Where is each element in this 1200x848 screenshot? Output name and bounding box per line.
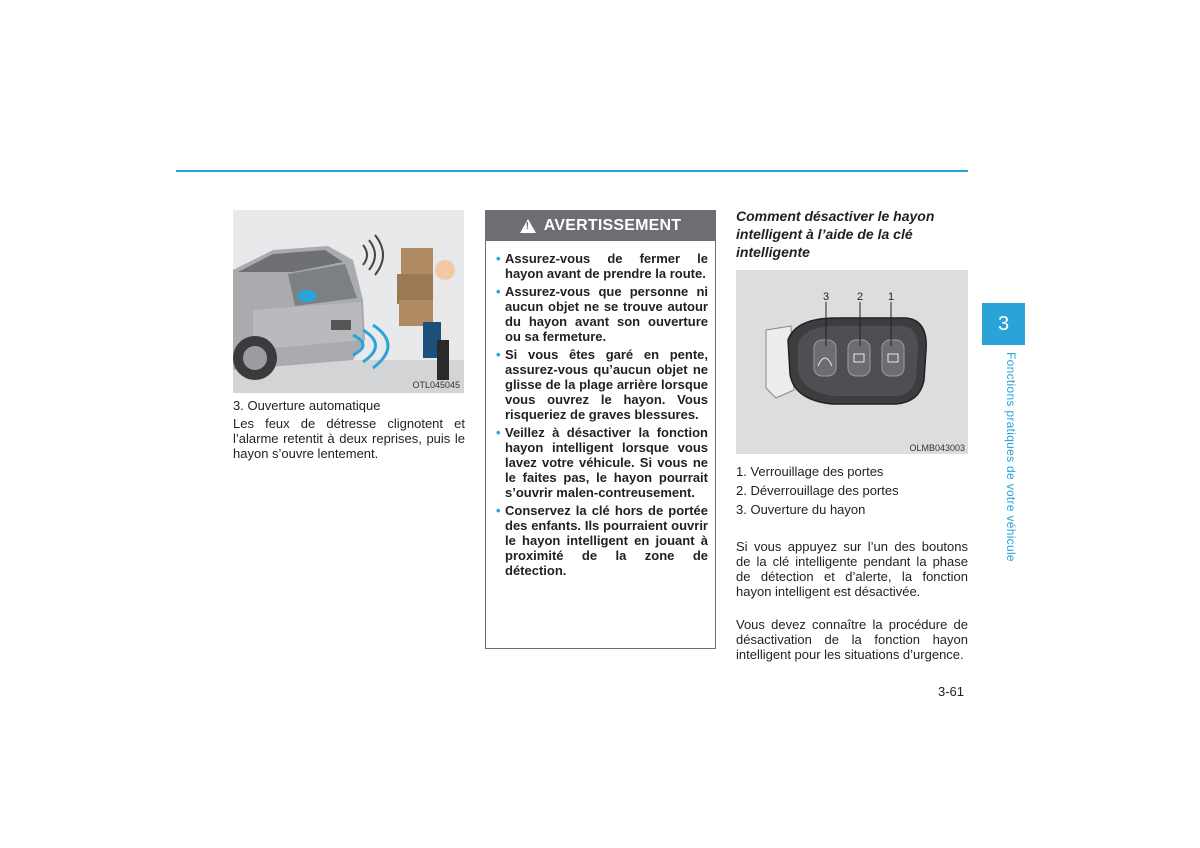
warning-title: AVERTISSEMENT — [543, 217, 682, 234]
tailgate-opening-illustration — [233, 210, 464, 393]
warning-item: • Si vous êtes garé en pente, assurez-vous qu’aucun objet ne glisse de la plage arrière lorsque vous ouvrez le hayon. Vous risqueriez de graves blessures. — [496, 347, 708, 422]
page-number: 3-61 — [938, 684, 965, 699]
warning-item: • Assurez-vous que personne ni aucun objet ne se trouve autour du hayon avant son ouverture ou sa fermeture. — [496, 284, 708, 344]
warning-box — [485, 210, 716, 649]
warning-triangle-icon: ! — [520, 219, 536, 233]
warning-item: • Assurez-vous de fermer le hayon avant de prendre la route. — [496, 251, 708, 281]
chapter-title: Fonctions pratiques de votre véhicule — [1004, 352, 1018, 562]
key-label-3: 3 — [823, 291, 830, 303]
figure-code: OTL045045 — [412, 380, 460, 390]
chapter-tab: 3 — [982, 303, 1025, 345]
smart-key-drawing — [736, 270, 968, 454]
suv-rear-illustration — [233, 210, 464, 393]
key-label-1: 1 — [888, 291, 895, 303]
key-label-2: 2 — [857, 291, 864, 303]
section-title: Comment désactiver le hayon intelligent à l’aide de la clé intelligente — [736, 208, 935, 260]
body-paragraph: Vous devez connaître la procédure de désactivation de la fonction hayon intelligent pour les situations d’urgence. — [736, 617, 968, 662]
figure-code: OLMB043003 — [909, 443, 965, 453]
list-item: 2. Déverrouillage des portes — [736, 483, 899, 498]
smart-key-illustration — [736, 270, 968, 454]
figure-caption: 3. Ouverture automatique — [233, 398, 381, 413]
body-paragraph: Si vous appuyez sur l’un des boutons de la clé intelligente pendant la phase de détection et d’alerte, la fonction hayon intelligent est désactivée. — [736, 539, 968, 599]
list-item: 3. Ouverture du hayon — [736, 502, 866, 517]
header-rule — [176, 170, 968, 172]
warning-header — [486, 211, 715, 241]
list-item: 1. Verrouillage des portes — [736, 464, 884, 479]
warning-list — [486, 241, 715, 578]
button-list — [736, 462, 968, 519]
warning-item: • Conservez la clé hors de portée des enfants. Ils pourraient ouvrir le hayon intelligent en jouant à proximité de la zone de détection. — [496, 503, 708, 578]
warning-item: • Veillez à désactiver la fonction hayon intelligent lorsque vous lavez votre véhicule. Si vous ne le faites pas, le hayon pourrait s’ouvrir malen-contreusement. — [496, 425, 708, 500]
body-paragraph: Les feux de détresse clignotent et l’alarme retentit à deux reprises, puis le hayon s’ouvre lentement. — [233, 416, 465, 461]
